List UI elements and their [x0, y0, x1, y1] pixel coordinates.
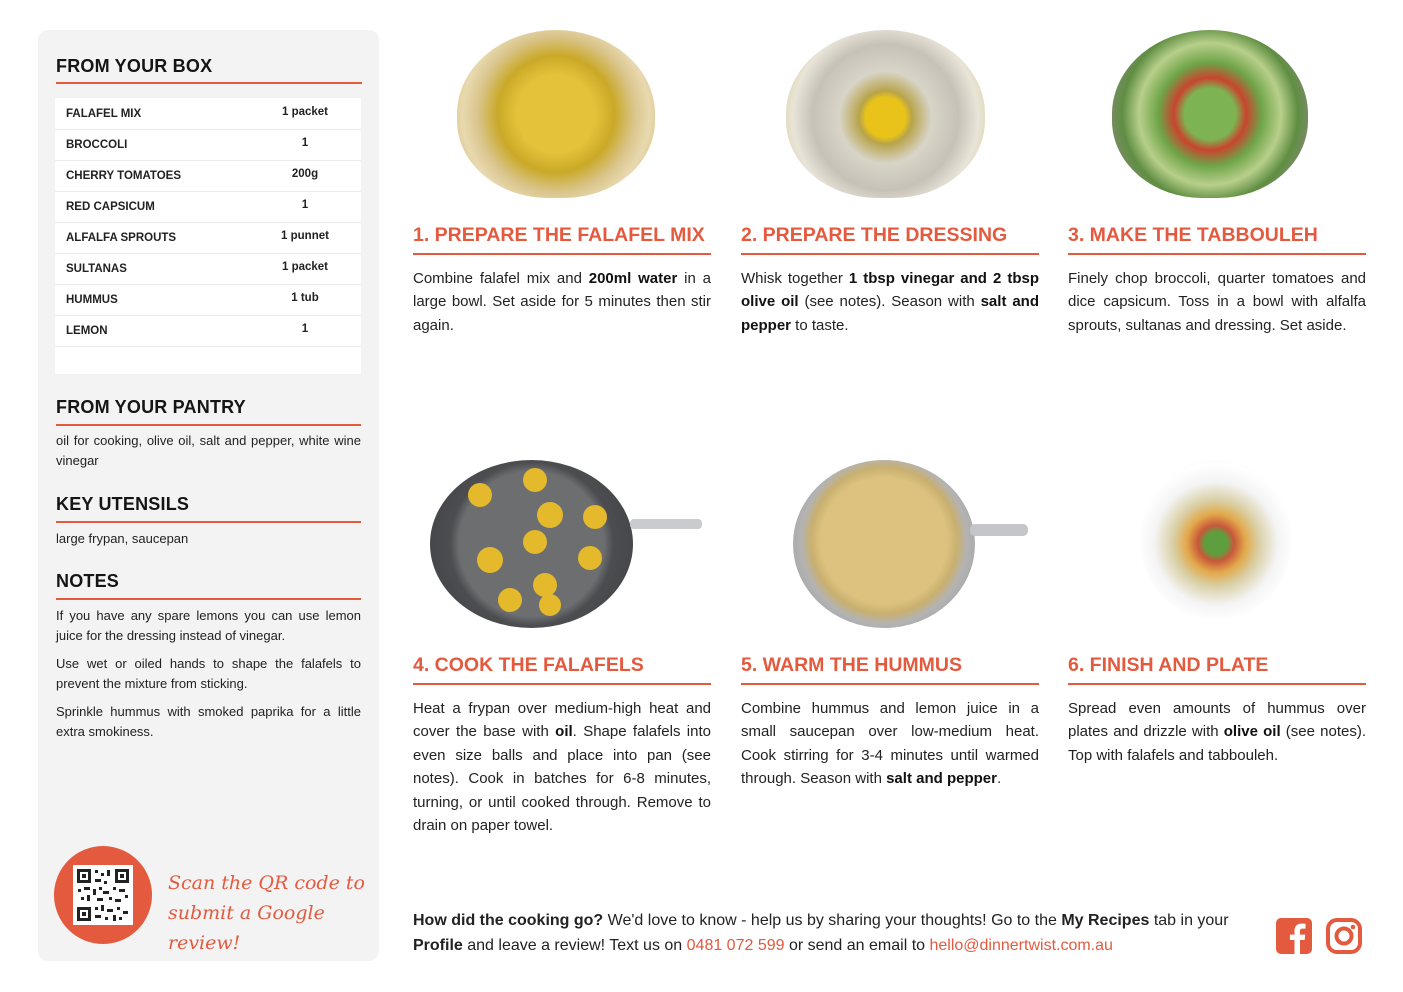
step-3-photo — [1112, 30, 1308, 198]
ingredients-sidebar — [38, 30, 379, 961]
step-6-text: Spread even amounts of hummus over plates and drizzle with olive oil (see notes). Top with falafels and tabbouleh. — [1068, 700, 1367, 764]
table-row: RED CAPSICUM 1 — [55, 191, 361, 223]
step-6-photo — [1140, 460, 1292, 620]
table-row: SULTANAS 1 packet — [55, 253, 361, 285]
step-5-photo — [793, 460, 975, 628]
pantry-rule — [56, 424, 361, 426]
step-3-text: Finely chop broccoli, quarter tomatoes and dice capsicum. Toss in a bowl with alfalfa sprouts, sultanas and dressing. Set aside. — [1068, 270, 1366, 334]
step-4-title: 4. COOK THE FALAFELS — [413, 654, 644, 676]
table-row: ALFALFA SPROUTS 1 punnet — [55, 222, 361, 254]
box-rule — [56, 82, 362, 84]
note-item: If you have any spare lemons you can use lemon juice for the dressing instead of vinegar. — [56, 608, 361, 643]
notes-rule — [56, 598, 361, 600]
instagram-icon[interactable] — [1325, 917, 1363, 955]
utensils-rule — [56, 521, 361, 523]
step-1-rule — [413, 253, 711, 255]
from-your-box-title: FROM YOUR BOX — [56, 56, 213, 76]
step-6-rule — [1068, 683, 1366, 685]
step-1-title: 1. PREPARE THE FALAFEL MIX — [413, 224, 705, 246]
step-2-rule — [741, 253, 1039, 255]
ingredients-table — [55, 98, 361, 374]
step-2-photo — [786, 30, 985, 198]
from-your-pantry-title: FROM YOUR PANTRY — [56, 397, 246, 417]
step-3-rule — [1068, 253, 1366, 255]
phone-link[interactable]: 0481 072 599 — [686, 937, 785, 954]
qr-code-icon — [73, 865, 133, 925]
table-row: HUMMUS 1 tub — [55, 284, 361, 316]
frypan-handle — [630, 519, 702, 529]
saucepan-handle — [970, 524, 1028, 536]
note-item: Use wet or oiled hands to shape the falafels to prevent the mixture from sticking. — [56, 656, 361, 691]
facebook-icon[interactable] — [1276, 918, 1312, 954]
step-5-title: 5. WARM THE HUMMUS — [741, 654, 962, 676]
key-utensils-title: KEY UTENSILS — [56, 494, 190, 514]
utensils-text: large frypan, saucepan — [56, 531, 189, 546]
feedback-footer: How did the cooking go? We'd love to know - help us by sharing your thoughts! Go to the My Recipes tab in your Profile and leave a review! Text us on 0481 072 599 or send an email to hello@dinnertwist.com.au — [413, 912, 1229, 954]
email-link[interactable]: hello@dinnertwist.com.au — [929, 937, 1113, 954]
step-3-title: 3. MAKE THE TABBOULEH — [1068, 224, 1318, 246]
table-row: BROCCOLI 1 — [55, 129, 361, 161]
step-6-title: 6. FINISH AND PLATE — [1068, 654, 1269, 676]
step-1-photo — [457, 30, 655, 198]
step-1-text: Combine falafel mix and 200ml water in a large bowl. Set aside for 5 minutes then stir again. — [413, 270, 711, 334]
qr-code-badge[interactable] — [54, 846, 152, 944]
step-5-rule — [741, 683, 1039, 685]
table-row: LEMON 1 — [55, 315, 361, 347]
step-4-text: Heat a frypan over medium-high heat and cover the base with oil. Shape falafels into even size balls and place into pan (see notes). Cook in batches for 6-8 minutes, turning, or until cooked through. Remove to drain on paper towel. — [413, 700, 711, 835]
step-4-rule — [413, 683, 711, 685]
pantry-text: oil for cooking, olive oil, salt and pepper, white wine vinegar — [56, 433, 361, 468]
qr-review-text: Scan the QR code to submit a Google review! — [168, 872, 365, 954]
step-4-photo — [430, 460, 633, 628]
step-2-text: Whisk together 1 tbsp vinegar and 2 tbsp olive oil (see notes). Season with salt and pepper to taste. — [741, 270, 1039, 334]
step-5-text: Combine hummus and lemon juice in a small saucepan over low-medium heat. Cook stirring for 3-4 minutes until warmed through. Season with salt and pepper. — [741, 700, 1039, 788]
step-2-title: 2. PREPARE THE DRESSING — [741, 224, 1008, 246]
notes-title: NOTES — [56, 571, 120, 591]
table-row: FALAFEL MIX 1 packet — [55, 98, 361, 130]
table-row: CHERRY TOMATOES 200g — [55, 160, 361, 192]
note-item: Sprinkle hummus with smoked paprika for a little extra smokiness. — [56, 704, 361, 739]
